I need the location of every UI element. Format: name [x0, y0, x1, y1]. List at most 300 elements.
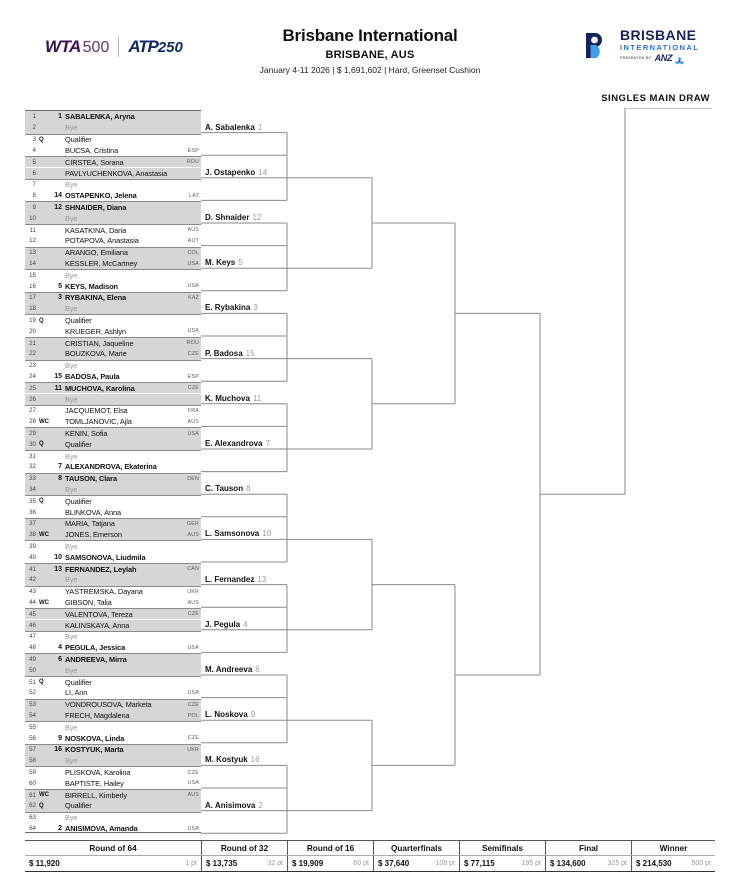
- entry-line-number: 35: [29, 497, 36, 505]
- prize-ranking-points: 60 pt: [353, 860, 369, 867]
- entry-player-name: KESSLER, McCartney: [65, 259, 138, 269]
- entry-player-name: ALEXANDROVA, Ekaterina: [65, 462, 157, 472]
- round-of-32-winner-name: J. Pegula: [205, 619, 241, 629]
- entry-player-name: RYBAKINA, Elena: [65, 293, 127, 303]
- player-entry-row[interactable]: [25, 484, 201, 495]
- player-entry-row[interactable]: [25, 687, 201, 698]
- entry-status-code: WC: [39, 531, 49, 538]
- entry-line-number: 59: [29, 769, 36, 777]
- player-entry-row[interactable]: [25, 235, 201, 246]
- entry-player-name: Bye: [65, 485, 78, 495]
- player-entry-row[interactable]: [25, 540, 201, 551]
- round-of-32-winner[interactable]: [202, 665, 260, 674]
- entry-player-name: Bye: [65, 542, 78, 552]
- entry-line-number: 60: [29, 779, 36, 787]
- player-entry-row[interactable]: [25, 800, 201, 811]
- round-of-32-winner-name: A. Anisimova: [205, 800, 256, 810]
- entry-line-number: 8: [32, 192, 36, 200]
- round-of-32-winner-seed: 15: [245, 348, 255, 358]
- player-entry-row[interactable]: [25, 766, 201, 777]
- player-entry-row[interactable]: [25, 201, 201, 212]
- prize-ranking-points: 500 pt: [691, 860, 711, 867]
- entry-player-name: GIBSON, Talia: [65, 598, 112, 608]
- entry-seed: 11: [54, 384, 62, 392]
- round-of-32-winner-seed: 4: [243, 619, 248, 629]
- entry-player-name: SAMSONOVA, Liudmila: [65, 552, 146, 562]
- entry-status-code: Q: [39, 679, 44, 686]
- entry-seed: 10: [54, 553, 62, 561]
- entry-country-code: USA: [187, 328, 199, 335]
- prize-ranking-points: 32 pt: [267, 860, 283, 867]
- player-entry-row[interactable]: [25, 518, 201, 529]
- entry-country-code: AUS: [187, 599, 199, 606]
- entry-line-number: 15: [29, 271, 36, 279]
- player-entry-row[interactable]: [25, 190, 201, 201]
- player-entry-row[interactable]: [25, 699, 201, 710]
- entry-seed: 1: [58, 113, 62, 121]
- entry-status-code: WC: [39, 418, 49, 425]
- entry-player-name: CIRSTEA, Sorana: [65, 157, 124, 167]
- entry-line-number: 62: [29, 802, 36, 810]
- entry-line-number: 64: [29, 825, 36, 833]
- player-entry-row[interactable]: [25, 733, 201, 744]
- entry-line-number: 52: [29, 689, 36, 697]
- entry-player-name: MUCHOVA, Karolina: [65, 383, 135, 393]
- entry-line-number: 36: [29, 508, 36, 516]
- player-entry-row[interactable]: [25, 179, 201, 190]
- prize-money-amount: $ 19,909: [292, 859, 324, 868]
- entry-line-number: 47: [29, 633, 36, 641]
- entry-player-name: BADOSA, Paula: [65, 372, 120, 382]
- entry-line-number: 56: [29, 734, 36, 742]
- round-of-32-winner-seed: 11: [252, 393, 262, 403]
- player-entry-row[interactable]: [25, 213, 201, 224]
- entry-player-name: YASTREMSKA, Dayana: [65, 587, 143, 597]
- round-of-32-winner-seed: 5: [238, 258, 243, 268]
- entry-line-number: 30: [29, 440, 36, 448]
- entry-country-code: AUS: [187, 531, 199, 538]
- entry-player-name: KEYS, Madison: [65, 281, 118, 291]
- draw-area: [0, 108, 740, 836]
- tournament-logo-text: [620, 28, 699, 63]
- page-title: Brisbane International: [282, 26, 458, 45]
- entry-player-name: Bye: [65, 180, 78, 190]
- entry-player-name: BAPTISTE, Hailey: [65, 778, 124, 788]
- entry-country-code: UKR: [187, 746, 199, 753]
- entry-country-code: CZE: [187, 769, 199, 776]
- entry-line-number: 22: [29, 350, 36, 358]
- entry-line-number: 38: [29, 531, 36, 539]
- player-entry-row[interactable]: [25, 156, 201, 167]
- round-of-32-winner-seed: 12: [252, 213, 262, 222]
- player-entry-row[interactable]: [25, 258, 201, 269]
- player-entry-row[interactable]: [25, 642, 201, 653]
- entry-country-code: USA: [187, 430, 199, 437]
- player-entry-row[interactable]: [25, 507, 201, 518]
- entry-country-code: UKR: [187, 588, 199, 595]
- entry-player-name: ANDREEVA, Mirra: [65, 655, 127, 665]
- player-entry-row[interactable]: [25, 823, 201, 834]
- entry-seed: 12: [54, 204, 62, 212]
- entry-status-code: Q: [39, 317, 44, 324]
- entry-player-name: TAUSON, Clara: [65, 474, 117, 484]
- round-of-32-winner-name: J. Ostapenko: [205, 167, 256, 177]
- player-entry-row[interactable]: [25, 450, 201, 461]
- entry-player-name: Bye: [65, 575, 78, 585]
- prize-round-header: Round of 64: [89, 843, 137, 853]
- entry-player-name: Bye: [65, 361, 78, 371]
- player-entry-row[interactable]: [25, 371, 201, 382]
- player-entry-row[interactable]: [25, 111, 201, 122]
- entry-player-name: Bye: [65, 394, 78, 404]
- entry-line-number: 41: [29, 565, 36, 573]
- entry-line-number: 42: [29, 576, 36, 584]
- entry-line-number: 61: [29, 791, 36, 799]
- round-of-32-winner[interactable]: [202, 258, 243, 267]
- entry-line-number: 17: [29, 294, 36, 302]
- entry-country-code: USA: [187, 644, 199, 651]
- prize-round-header: Quarterfinals: [373, 841, 459, 855]
- page-header: [0, 0, 740, 104]
- round-of-32-winner-name: L. Noskova: [205, 710, 248, 720]
- prize-round-values: [545, 856, 631, 871]
- round-of-32-winner-seed: 16: [250, 755, 260, 765]
- round-of-32-winner-seed: 14: [258, 167, 268, 177]
- entry-line-number: 48: [29, 644, 36, 652]
- entry-line-number: 49: [29, 656, 36, 664]
- entry-country-code: AUS: [187, 227, 199, 234]
- entry-seed: 8: [58, 475, 62, 483]
- entry-status-code: Q: [39, 498, 44, 505]
- entry-player-name: FRECH, Magdalena: [65, 711, 130, 721]
- player-entry-row[interactable]: [25, 122, 201, 133]
- entry-seed: 9: [58, 734, 62, 742]
- entry-seed: 15: [54, 373, 62, 381]
- entry-seed: 13: [54, 565, 62, 573]
- entry-line-number: 51: [29, 678, 36, 686]
- round-of-32-winner-name: M. Keys: [205, 258, 236, 268]
- player-entry-row[interactable]: [25, 586, 201, 597]
- round-of-32-winner[interactable]: [202, 801, 263, 810]
- entry-line-number: 55: [29, 723, 36, 731]
- entry-player-name: Bye: [65, 632, 78, 642]
- round-of-32-winner-seed: 10: [262, 529, 272, 539]
- entry-country-code: CZE: [187, 701, 199, 708]
- entry-player-name: Bye: [65, 756, 78, 766]
- prize-ranking-points: 108 pt: [435, 860, 455, 867]
- player-entry-row[interactable]: [25, 710, 201, 721]
- entry-line-number: 25: [29, 384, 36, 392]
- entry-player-name: KOSTYUK, Marta: [65, 745, 124, 755]
- round-of-32-winner[interactable]: [202, 620, 248, 629]
- player-entry-row[interactable]: [25, 394, 201, 405]
- prize-round-values: [25, 856, 201, 871]
- entry-seed: 6: [58, 656, 62, 664]
- player-entry-row[interactable]: [25, 439, 201, 450]
- entry-line-number: 7: [32, 181, 36, 189]
- prize-money-table: [25, 840, 715, 872]
- player-entry-row[interactable]: [25, 382, 201, 393]
- entry-player-name: PAVLYUCHENKOVA, Anastasia: [65, 168, 168, 178]
- round-of-32-winner[interactable]: [202, 213, 261, 222]
- entry-country-code: USA: [187, 689, 199, 696]
- anz-flower-icon: [675, 54, 684, 63]
- entry-status-code: Q: [39, 136, 44, 143]
- player-entry-row[interactable]: [25, 292, 201, 303]
- entry-country-code: FRA: [187, 407, 199, 414]
- entry-line-number: 50: [29, 666, 36, 674]
- round-of-32-winner-seed: 3: [253, 303, 258, 313]
- entry-player-name: Qualifier: [65, 316, 92, 326]
- prize-money-amount: $ 134,600: [550, 859, 586, 868]
- entry-player-name: KASATKINA, Daria: [65, 225, 127, 235]
- player-entry-row[interactable]: [25, 314, 201, 325]
- tournament-logo-name: BRISBANE: [620, 27, 697, 43]
- prize-money-amount: $ 77,115: [464, 859, 495, 868]
- round-of-32-winner-seed: 7: [265, 439, 270, 448]
- entry-line-number: 14: [29, 260, 36, 268]
- entry-player-name: ANISIMOVA, Amanda: [65, 824, 138, 834]
- entry-line-number: 9: [32, 204, 36, 212]
- round-of-32-winner[interactable]: [202, 123, 262, 132]
- entry-line-number: 1: [32, 113, 36, 121]
- entry-country-code: AUT: [187, 237, 199, 244]
- entry-player-name: NOSKOVA, Linda: [65, 733, 125, 743]
- entry-player-name: Qualifier: [65, 801, 92, 811]
- player-entry-row[interactable]: [25, 574, 201, 585]
- entry-player-name: KALINSKAYA, Anna: [65, 620, 130, 630]
- entry-player-name: PLISKOVA, Karolina: [65, 768, 131, 778]
- player-entry-row[interactable]: [25, 620, 201, 631]
- entry-line-number: 3: [32, 136, 36, 144]
- entry-player-name: LI, Ann: [65, 688, 88, 698]
- player-entry-row[interactable]: [25, 303, 201, 314]
- player-entry-row[interactable]: [25, 653, 201, 664]
- round-of-32-winner-seed: 6: [255, 665, 260, 674]
- entry-player-name: BOUZKOVA, Marie: [65, 349, 127, 359]
- wta-level: 500: [82, 39, 110, 56]
- tournament-logo: [583, 28, 699, 63]
- entry-country-code: CZE: [187, 385, 199, 392]
- draw-type-label: SINGLES MAIN DRAW: [601, 93, 710, 104]
- entry-seed: 2: [58, 825, 62, 833]
- sponsor-name: ANZ: [654, 52, 673, 63]
- atp-label: ATP: [128, 37, 158, 56]
- round-of-32-winner-name: P. Badosa: [205, 348, 243, 358]
- round-of-32-winner[interactable]: [202, 439, 270, 448]
- player-entry-row[interactable]: [25, 744, 201, 755]
- player-entry-row[interactable]: [25, 247, 201, 258]
- entry-player-name: Qualifier: [65, 135, 92, 145]
- entry-status-code: Q: [39, 441, 44, 448]
- player-entry-row[interactable]: [25, 145, 201, 156]
- entry-player-name: MARIA, Tatjana: [65, 519, 115, 529]
- entry-country-code: ESP: [187, 147, 199, 154]
- player-entry-row[interactable]: [25, 326, 201, 337]
- player-entry-row[interactable]: [25, 337, 201, 348]
- entry-player-name: Bye: [65, 213, 78, 223]
- entry-player-name: VONDROUSOVA, Marketa: [65, 700, 152, 710]
- entry-line-number: 28: [29, 418, 36, 426]
- entry-country-code: LAT: [189, 192, 199, 199]
- player-entry-row[interactable]: [25, 789, 201, 800]
- player-entry-row[interactable]: [25, 473, 201, 484]
- entry-player-name: Qualifier: [65, 677, 92, 687]
- player-entry-row[interactable]: [25, 721, 201, 732]
- entry-player-name: Qualifier: [65, 496, 92, 506]
- prize-money-amount: $ 11,920: [29, 859, 60, 868]
- prize-ranking-points: 195 pt: [521, 860, 541, 867]
- player-entry-row[interactable]: [25, 778, 201, 789]
- round-of-32-winner-name: L. Fernandez: [205, 574, 255, 584]
- entry-country-code: USA: [187, 283, 199, 290]
- entry-line-number: 46: [29, 621, 36, 629]
- entry-country-code: ROU: [186, 340, 199, 347]
- entry-line-number: 32: [29, 463, 36, 471]
- entry-country-code: KAZ: [188, 294, 199, 301]
- entry-line-number: 26: [29, 395, 36, 403]
- entry-country-code: AUS: [187, 418, 199, 425]
- player-entry-list: [25, 110, 201, 833]
- player-entry-row[interactable]: [25, 281, 201, 292]
- player-entry-row[interactable]: [25, 631, 201, 642]
- presented-by-label: PRESENTED BY: [620, 55, 652, 60]
- entry-line-number: 57: [29, 746, 36, 754]
- entry-player-name: POTAPOVA, Anastasia: [65, 236, 139, 246]
- entry-player-name: BUCSA, Cristina: [65, 146, 119, 156]
- entry-player-name: ARANGO, Emiliana: [65, 248, 128, 258]
- player-entry-row[interactable]: [25, 665, 201, 676]
- entry-status-code: WC: [39, 792, 49, 799]
- entry-line-number: 10: [29, 214, 36, 222]
- round-of-32-winner-seed: 9: [250, 710, 256, 720]
- sponsor-row: [620, 54, 699, 63]
- wta-label: WTA: [45, 37, 81, 56]
- prize-money-amount: $ 37,640: [378, 859, 410, 868]
- round-of-32-winner-name: D. Shnaider: [205, 213, 250, 222]
- entry-player-name: Bye: [65, 270, 78, 280]
- player-entry-row[interactable]: [25, 676, 201, 687]
- atp-level: 250: [157, 39, 183, 56]
- entry-line-number: 6: [32, 169, 36, 177]
- prize-table-body: [25, 856, 715, 871]
- entry-line-number: 19: [29, 317, 36, 325]
- round-of-32-winner[interactable]: [202, 168, 267, 177]
- player-entry-row[interactable]: [25, 597, 201, 608]
- entry-country-code: POL: [187, 712, 199, 719]
- entry-line-number: 2: [32, 124, 36, 132]
- player-entry-row[interactable]: [25, 755, 201, 766]
- entry-seed: 14: [54, 192, 62, 200]
- prize-money-amount: $ 13,735: [206, 859, 238, 868]
- player-entry-row[interactable]: [25, 495, 201, 506]
- entry-seed: 7: [58, 463, 62, 471]
- player-entry-row[interactable]: [25, 224, 201, 235]
- prize-round-values: [459, 856, 545, 871]
- entry-country-code: COL: [187, 249, 199, 256]
- entry-country-code: CZE: [187, 735, 199, 742]
- event-location: BRISBANE, AUS: [325, 49, 415, 61]
- round-of-32-winner[interactable]: [202, 710, 255, 719]
- round-of-32-winner[interactable]: [202, 484, 251, 493]
- entry-line-number: 5: [32, 158, 36, 166]
- round-of-32-winner-name: E. Alexandrova: [205, 439, 263, 448]
- entry-country-code: CAN: [187, 566, 199, 573]
- round-of-32-winner[interactable]: [202, 394, 261, 403]
- prize-round-header: Round of 16: [287, 841, 373, 855]
- entry-country-code: CZE: [187, 611, 199, 618]
- entry-line-number: 16: [29, 282, 36, 290]
- entry-country-code: GER: [186, 520, 199, 527]
- entry-country-code: ESP: [187, 373, 199, 380]
- entry-seed: 5: [58, 282, 62, 290]
- entry-line-number: 27: [29, 407, 36, 415]
- player-entry-row[interactable]: [25, 608, 201, 619]
- player-entry-row[interactable]: [25, 269, 201, 280]
- entry-player-name: SHNAIDER, Diana: [65, 203, 127, 213]
- round-of-32-winner[interactable]: [202, 755, 260, 764]
- player-entry-row[interactable]: [25, 348, 201, 359]
- prize-round-header: Round of 32: [201, 841, 287, 855]
- player-entry-row[interactable]: [25, 552, 201, 563]
- entry-player-name: OSTAPENKO, Jelena: [65, 191, 137, 201]
- player-entry-row[interactable]: [25, 416, 201, 427]
- player-entry-row[interactable]: [25, 427, 201, 438]
- player-entry-row[interactable]: [25, 563, 201, 574]
- player-entry-row[interactable]: [25, 360, 201, 371]
- entry-player-name: BIRRELL, Kimberly: [65, 790, 127, 800]
- entry-seed: 16: [54, 746, 62, 754]
- round-of-32-winner-seed: 8: [246, 484, 251, 494]
- entry-player-name: Bye: [65, 123, 78, 133]
- round-of-32-winner[interactable]: [202, 575, 266, 584]
- entry-status-code: Q: [39, 802, 44, 809]
- entry-player-name: Bye: [65, 665, 78, 675]
- entry-player-name: KRUEGER, Ashlyn: [65, 326, 126, 336]
- entry-line-number: 13: [29, 249, 36, 257]
- brisbane-b-mark-icon: [583, 30, 613, 60]
- entry-player-name: FERNANDEZ, Leylah: [65, 564, 137, 574]
- entry-line-number: 37: [29, 520, 36, 528]
- player-entry-row[interactable]: [25, 529, 201, 540]
- entry-player-name: Bye: [65, 451, 78, 461]
- entry-player-name: JACQUEMOT, Elsa: [65, 406, 128, 416]
- player-entry-row[interactable]: [25, 168, 201, 179]
- entry-country-code: DEN: [187, 475, 199, 482]
- prize-round-values: [287, 856, 373, 871]
- player-entry-row[interactable]: [25, 461, 201, 472]
- entry-line-number: 12: [29, 237, 36, 245]
- entry-seed: 3: [58, 294, 62, 302]
- entry-line-number: 29: [29, 430, 36, 438]
- player-entry-row[interactable]: [25, 134, 201, 145]
- entry-player-name: CRISTIAN, Jaqueline: [65, 338, 134, 348]
- entry-player-name: Bye: [65, 722, 78, 732]
- player-entry-row[interactable]: [25, 812, 201, 823]
- tournament-logo-subtitle: INTERNATIONAL: [620, 42, 700, 52]
- prize-round-values: [631, 856, 715, 871]
- player-entry-row[interactable]: [25, 405, 201, 416]
- round-of-32-winner[interactable]: [202, 349, 255, 358]
- prize-round-values: [373, 856, 459, 871]
- entry-line-number: 63: [29, 814, 36, 822]
- prize-round-header: Semifinals: [459, 841, 545, 855]
- entry-player-name: KENIN, Sofia: [65, 429, 108, 439]
- round-of-32-winner[interactable]: [202, 303, 258, 312]
- prize-ranking-points: 1 pt: [185, 860, 197, 867]
- round-of-32-winner[interactable]: [202, 529, 271, 538]
- round-of-32-winner-seed: 2: [258, 800, 263, 810]
